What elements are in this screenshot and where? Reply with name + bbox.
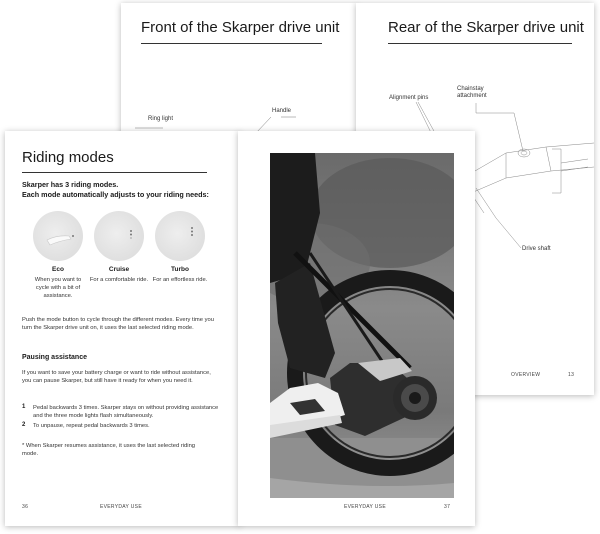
riding-modes-rule <box>22 172 207 173</box>
step-1-number: 1 <box>22 404 26 410</box>
ring-light-callout: Ring light <box>148 116 174 122</box>
riding-modes-page <box>5 131 240 526</box>
intro-line-1: Skarper has 3 riding modes. <box>22 180 119 189</box>
cyclist-photo-illustration <box>270 153 454 498</box>
pausing-heading: Pausing assistance <box>22 354 87 361</box>
left-page-number: 36 <box>22 504 29 510</box>
right-page-number: 37 <box>444 504 451 510</box>
turbo-mode-name: Turbo <box>171 266 189 273</box>
turbo-mode-illustration <box>155 211 205 261</box>
right-footer-label: EVERYDAY USE <box>344 504 386 510</box>
cruise-mode-name: Cruise <box>108 266 130 273</box>
handle-callout: Handle <box>272 108 292 114</box>
mode-lights-icon <box>94 211 144 261</box>
eco-mode-name: Eco <box>52 266 64 273</box>
step-2-text: To unpause, repeat pedal backwards 3 times. <box>33 423 150 429</box>
cruise-mode-illustration <box>94 211 144 261</box>
front-unit-title: Front of the Skarper drive unit <box>141 19 340 36</box>
eco-mode-illustration <box>33 211 83 261</box>
alignment-pins-callout: Alignment pins <box>389 95 429 101</box>
modes-intro <box>22 180 227 200</box>
cyclist-photo <box>270 153 454 498</box>
step-1-text: Pedal backwards 3 times. Skarper stays on without providing assistance and the three mode lights flash simultaneously. <box>33 405 219 419</box>
mode-cycle-text: Push the mode button to cycle through the different modes. Every time you turn the Skarper drive unit on, it uses the last selected riding mode. <box>22 317 214 331</box>
rear-footer-label: OVERVIEW <box>511 372 541 378</box>
photo-page <box>238 131 475 526</box>
eco-mode-description: When you want to cycle with a bit of assistance. <box>34 277 82 299</box>
step-2-number: 2 <box>22 422 26 428</box>
resume-note: * When Skarper resumes assistance, it uses the last selected riding mode. <box>22 443 196 457</box>
rear-unit-title: Rear of the Skarper drive unit <box>388 19 584 36</box>
turbo-mode-description: For an effortless ride. <box>152 277 208 283</box>
rear-page-number: 13 <box>568 372 575 378</box>
finger-icon <box>33 211 83 261</box>
intro-line-2: Each mode automatically adjusts to your riding needs: <box>22 190 209 199</box>
drive-shaft-callout: Drive shaft <box>522 246 551 252</box>
mode-lights-icon <box>155 211 205 261</box>
left-footer-label: EVERYDAY USE <box>100 504 142 510</box>
pausing-text: If you want to save your battery charge or want to ride without assistance, you can pause Skarper, but still have it ready for when you need it. <box>22 370 211 384</box>
cruise-mode-description: For a comfortable ride. <box>89 277 149 283</box>
riding-modes-title: Riding modes <box>22 149 114 166</box>
chainstay-callout: Chainstay attachment <box>457 86 487 99</box>
